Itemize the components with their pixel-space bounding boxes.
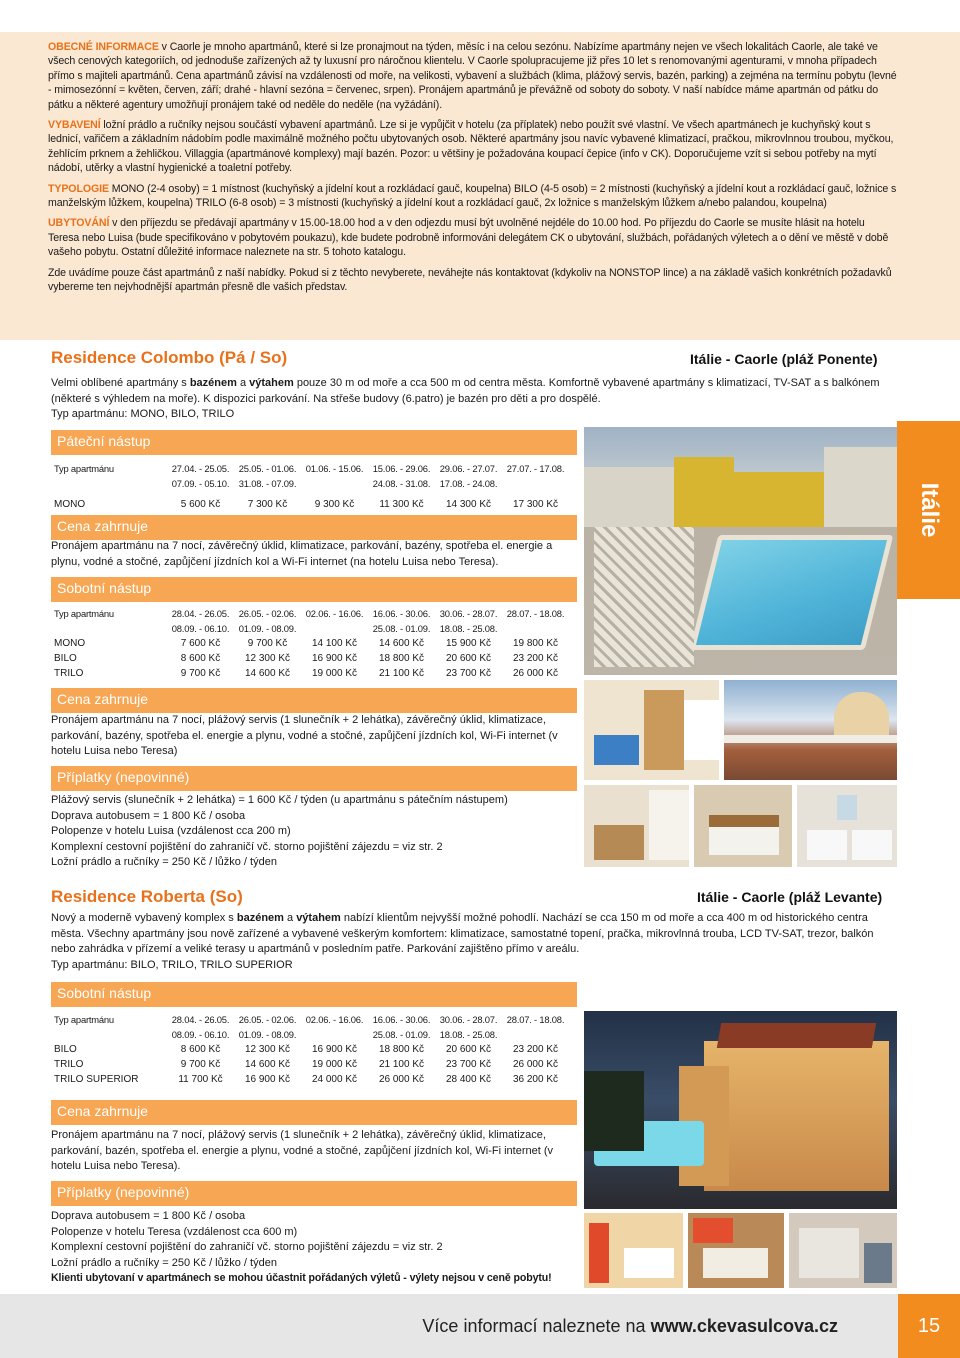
colombo-includes-1: Pronájem apartmánu na 7 nocí, závěrečný úklid, klimatizace, parkování, bazény, spotřeba el. energie a plynu, vodné a stočné, zapůjčení jízdních kol a Wi-Fi internet (na hotelu Luisa nebo Teresa). — [51, 540, 553, 568]
page-number: 15 — [898, 1294, 960, 1358]
roberta-description: Nový a moderně vybavený komplex s bazénem a výtahem nabízí klientům nejvyšší možné pohodlí. Nachází se cca 150 m od moře a cca 400 m od historického centra města. Všechny apartmány jsou nově zařízené a vybavené veškerým komfortem: klimatizace, samostatné topení, pračka, mikrovlnná trouba, LCD TV-SAT, trezor, balkón nebo zahrádka v přízemí a veliké terasy u apartmánů v posledním patře. Parkování zajištěno přímo v areálu. — [51, 912, 874, 955]
kitchen-photo — [584, 680, 719, 780]
intro-accommodation — [48, 216, 898, 259]
intro-block — [0, 32, 960, 340]
table-row: BILO 8 600 Kč 12 300 Kč 16 900 Kč 18 800 Kč 20 600 Kč 23 200 Kč — [54, 653, 559, 664]
colombo-price-table-friday — [51, 461, 569, 512]
colombo-includes-2: Pronájem apartmánu na 7 nocí, plážový servis (1 slunečník + 2 lehátka), závěrečný úklid, klimatizace, parkování, bazény, spotřeba el. energie a plynu, vodné a stočné, zapůjčení jízdních kol, Wi-Fi internet (v hotelu Luisa nebo Teresa) — [51, 714, 558, 757]
roberta-room-photo-2 — [688, 1213, 784, 1288]
intro-accommodation-text: v den příjezdu se předávají apartmány v 15.00-18.00 hod a v den odjezdu musí být uvolněné nejdéle do 10.00 hod. Po příjezdu do Caorle se musíte hlásit na hotelu Teresa nebo Luisa (bude specifikováno v pobytovém poukazu), kde budete podrobně informováni delegátem CK o ubytování, službách, pořádaných výletech a o dění ve městě v době vašeho pobytu. Ostatní důležité informace naleznete na str. 5 tohoto katalogu. — [48, 217, 889, 259]
footer-text: Více informací naleznete na www.ckevasulcova.cz — [422, 1316, 838, 1336]
table-header-row: Typ apartmánu 28.04. - 26.05. 26.05. - 02.06. 02.06. - 16.06. 16.06. - 30.06. 30.06. - 28.07. 28.07. - 18.08. — [54, 608, 565, 619]
intro-typology-text: MONO (2-4 osoby) = 1 místnost (kuchyňský a jídelní kout a rozkládací gauč, koupelna) BILO (4-5 osob) = 2 místnosti (kuchyňský a jídelní kout a rozkládací gauč, ložnice s manželským lůžkem, koupelna) TRILO (6-8 osob) = 3 místnosti (kuchyňský a jídelní kout a rozkládací gauč, 2x ložnice s manželským lůžkem a/nebo palandou, koupelna) — [48, 182, 897, 210]
colombo-bar-saturday: Sobotní nástup — [51, 577, 577, 602]
table-header-row: Typ apartmánu 27.04. - 25.05. 25.05. - 01.06. 01.06. - 15.06. 15.06. - 29.06. 29.06. - 27.07. 27.07. - 17.08. — [54, 463, 565, 474]
list-item: Doprava autobusem = 1 800 Kč / osoba — [51, 1210, 246, 1222]
bedroom-photo — [694, 785, 792, 867]
intro-equipment-text: ložní prádlo a ručníky nejsou součástí vybavení apartmánů. Lze si je vypůjčit v hotelu (za příplatek) nebo použít své vlastní. Ve všech apartmánech je kuchyňský kout s lednicí, vařičem a základním nádobím podle maximálně možného počtu ubytovaných osob. Některé apartmány jsou navíc vybavené klimatizací, pračkou, mikrovlnnou troubou, myčkou, žehlícím prknem a žehličkou. Villaggia (apartmánové komplexy) mají bazén. Pozor: u většiny je požadována koupací čepice (info v CK). Doporučujeme vzít si sebou potřeby na mytí nádobí, utěrky a vlastní hygienické a toaletní potřeby. — [48, 119, 894, 175]
table-row: TRILO 9 700 Kč 14 600 Kč 19 000 Kč 21 100 Kč 23 700 Kč 26 000 Kč — [54, 668, 559, 679]
colombo-bar-includes-1: Cena zahrnuje — [51, 515, 577, 540]
list-item: Plážový servis (slunečník + 2 lehátka) = 1 600 Kč / týden (u apartmánu s pátečním nástupem) — [51, 794, 508, 806]
colombo-title: Residence Colombo (Pá / So) — [51, 348, 288, 367]
colombo-location: Itálie - Caorle (pláž Ponente) — [690, 351, 878, 367]
roberta-bar-extras: Příplatky (nepovinné) — [51, 1181, 577, 1206]
room-photo-2 — [797, 785, 897, 867]
roberta-bar-includes: Cena zahrnuje — [51, 1100, 577, 1125]
colombo-price-table-saturday — [51, 606, 569, 681]
table-header-row: Typ apartmánu 28.04. - 26.05. 26.05. - 02.06. 02.06. - 16.06. 16.06. - 30.06. 30.06. - 28.07. 28.07. - 18.08. — [54, 1014, 565, 1025]
kw-general: OBECNÉ INFORMACE — [48, 41, 159, 53]
roberta-note: Klienti ubytovaní v apartmánech se mohou účastnit pořádaných výletů - výlety nejsou v ceně pobytu! — [51, 1272, 552, 1284]
table-row: MONO 5 600 Kč 7 300 Kč 9 300 Kč 11 300 Kč 14 300 Kč 17 300 Kč — [54, 499, 559, 510]
intro-typology — [48, 182, 898, 211]
table-header-row-2: 07.09. - 05.10. 31.08. - 07.09. 24.08. - 31.08. 17.08. - 24.08. — [171, 478, 498, 489]
intro-general — [48, 40, 898, 112]
table-row: BILO 8 600 Kč 12 300 Kč 16 900 Kč 18 800 Kč 20 600 Kč 23 200 Kč — [54, 1044, 559, 1055]
intro-note: Zde uvádíme pouze část apartmánů z naší nabídky. Pokud si z těchto nevyberete, neváhejte nás kontaktovat (kdykoliv na NONSTOP lince) a na základě vašich konkrétních požadavků vybereme ten nejvhodnější apartmán přesně dle vašich představ. — [48, 266, 892, 294]
colombo-types: Typ apartmánu: MONO, BILO, TRILO — [51, 408, 235, 420]
kw-typology: TYPOLOGIE — [48, 182, 109, 195]
country-tab — [897, 421, 960, 599]
roberta-room-photo-1 — [584, 1213, 683, 1288]
kw-accommodation: UBYTOVÁNÍ — [48, 217, 110, 230]
roberta-extras — [51, 1209, 591, 1287]
colombo-description: Velmi oblíbené apartmány s bazénem a výtahem pouze 30 m od moře a cca 500 m od centra města. Komfortně vybavené apartmány s klimatizací, TV-SAT a s balkónem (některé s výhledem na moře). K dispozici parkování. Na střeše budovy (6.patro) je bazén pro děti a pro dospělé. — [51, 377, 880, 405]
roberta-title: Residence Roberta (So) — [51, 887, 243, 906]
terrace-photo — [724, 680, 897, 780]
footer — [0, 1294, 898, 1358]
kw-equipment: VYBAVENÍ — [48, 119, 101, 132]
table-row: TRILO 9 700 Kč 14 600 Kč 19 000 Kč 21 100 Kč 23 700 Kč 26 000 Kč — [54, 1059, 559, 1070]
table-header-row-2: 08.09. - 06.10. 01.09. - 08.09. 25.08. - 01.09. 18.08. - 25.08. — [171, 623, 498, 634]
footer-website-link[interactable]: www.ckevasulcova.cz — [650, 1316, 838, 1336]
list-item: Komplexní cestovní pojištění do zahraničí vč. storno pojištění zájezdu = viz str. 2 — [51, 840, 443, 853]
roberta-night-photo — [584, 1011, 897, 1209]
list-item: Doprava autobusem = 1 800 Kč / osoba — [51, 809, 246, 822]
room-photo-1 — [584, 785, 689, 867]
intro-equipment — [48, 118, 898, 176]
roberta-price-table — [51, 1012, 569, 1087]
list-item: Polopenze v hotelu Luisa (vzdálenost cca 200 m) — [51, 825, 291, 837]
list-item: Polopenze v hotelu Teresa (vzdálenost cca 600 m) — [51, 1225, 298, 1238]
roberta-bar-saturday: Sobotní nástup — [51, 982, 577, 1007]
list-item: Komplexní cestovní pojištění do zahraničí vč. storno pojištění zájezdu = viz str. 2 — [51, 1241, 443, 1253]
roberta-location: Itálie - Caorle (pláž Levante) — [697, 889, 883, 905]
list-item: Ložní prádlo a ručníky = 250 Kč / lůžko / týden — [51, 1256, 277, 1269]
roberta-room-photo-3 — [789, 1213, 897, 1288]
table-row: TRILO SUPERIOR 11 700 Kč 16 900 Kč 24 000 Kč 26 000 Kč 28 400 Kč 36 200 Kč — [54, 1074, 559, 1085]
table-row: MONO 7 600 Kč 9 700 Kč 14 100 Kč 14 600 Kč 15 900 Kč 19 800 Kč — [54, 638, 559, 649]
pool-photo — [584, 427, 897, 675]
roberta-types: Typ apartmánu: BILO, TRILO, TRILO SUPERIOR — [51, 959, 293, 971]
colombo-bar-extras: Příplatky (nepovinné) — [51, 766, 577, 791]
country-tab-label: Itálie — [915, 482, 943, 538]
list-item: Ložní prádlo a ručníky = 250 Kč / lůžko / týden — [51, 856, 277, 868]
colombo-bar-friday: Páteční nástup — [51, 430, 577, 455]
table-header-row-2: 08.09. - 06.10. 01.09. - 08.09. 25.08. - 01.09. 18.08. - 25.08. — [171, 1029, 498, 1040]
roberta-includes: Pronájem apartmánu na 7 nocí, plážový servis (1 slunečník + 2 lehátka), závěrečný úklid, klimatizace, parkování, bazén, spotřeba el. energie a plynu, vodné a stočné, zapůjčení jízdních kol, Wi-Fi internet (v hotelu Luisa nebo Teresa). — [51, 1129, 553, 1172]
intro-general-text: v Caorle je mnoho apartmánů, které si lze pronajmout na týden, měsíc i na celou sezónu. Nabízíme apartmány nejen ve všech lokalitách Caorle, ale také ve všech cenových kategoriích, od jednoduše zařízených až ty luxusní pro náročnou klientelu. V Caorle spolupracujeme již přes 10 let s renomovanými agenturami, v mnoha případech přímo s majiteli apartmánů. Cena apartmánů závisí na vzdálenosti od moře, na velikosti, vybavení a službách (klima, plážový servis, bazén, parking) a zejména na termínu pobytu (levné - mimosezónní = květen, červen, září; drahé - hlavní sezóna = červenec, srpen). Pronájem apartmánů je převážně od soboty do soboty. V naší nabídce máme apartmán od pátku do pátku a některé agentury umožňují pronájem také od neděle do neděle (na vyžádání). — [48, 41, 897, 111]
colombo-extras — [51, 793, 591, 871]
colombo-bar-includes-2: Cena zahrnuje — [51, 688, 577, 713]
